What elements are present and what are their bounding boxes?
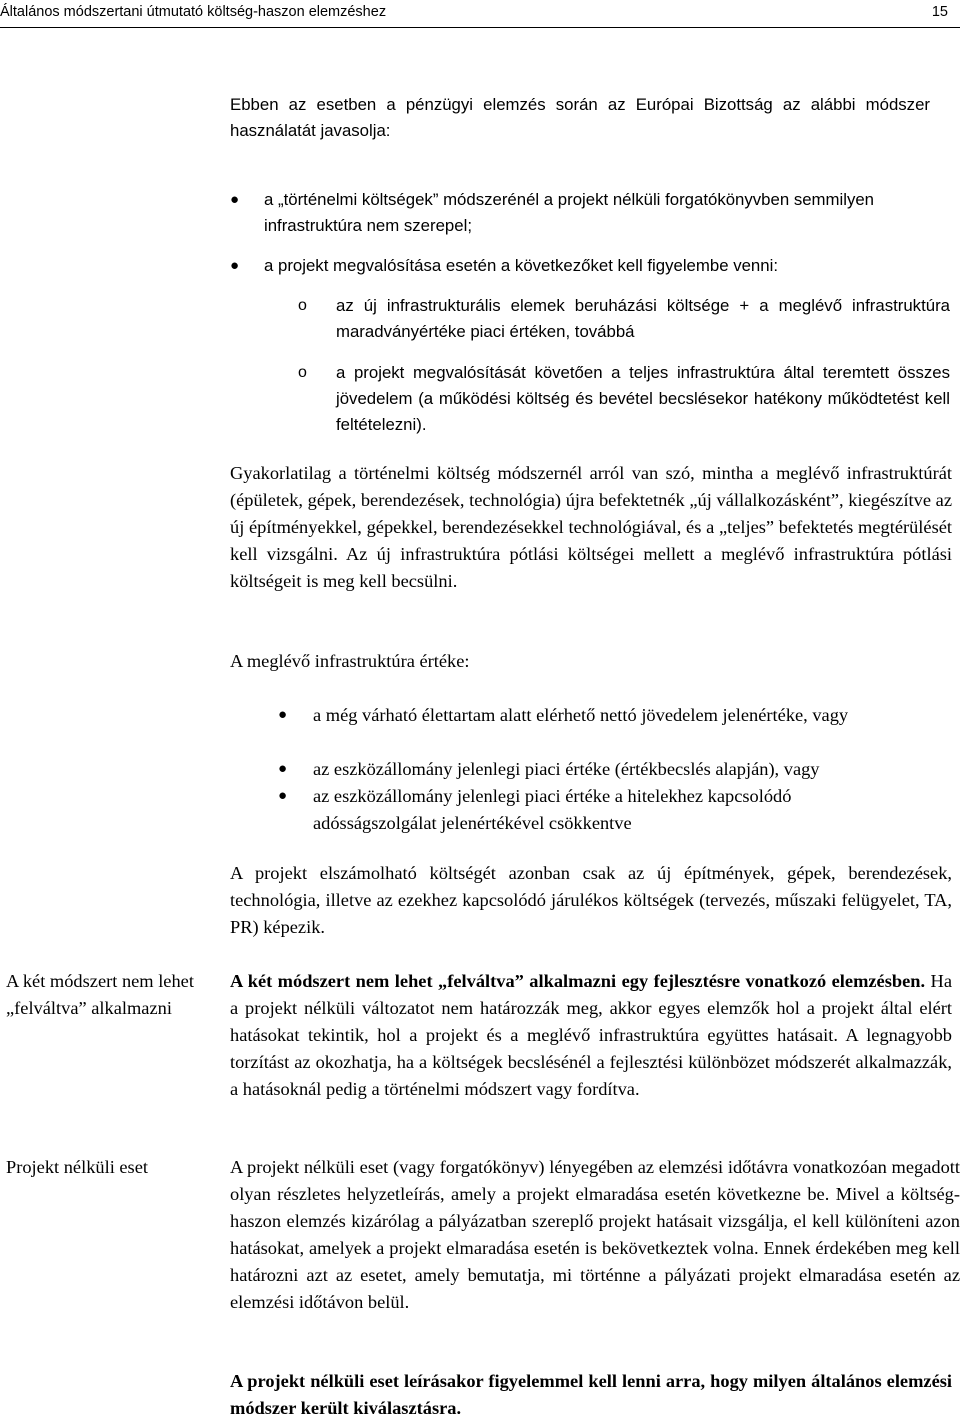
final-paragraph	[230, 1368, 952, 1422]
practice-paragraph: Gyakorlatilag a történelmi költség módszernél arról van szó, mintha a meglévő infrastruktúrát (épületek, gépek, berendezések, technológia) újra befektetnék „új vállalkozásként”, kiegészítve az új építményekkel, gépekkel, berendezésekkel technológiával, és a „teljes” befektetés megtérülését kell vizsgálni. Az új infrastruktúra pótlási költségei mellett a meglévő infrastruktúra pótlási költségeit is meg kell becsülni.	[230, 463, 952, 591]
header-title: Általános módszertani útmutató költség-haszon elemzéshez	[0, 4, 387, 20]
no-project-paragraph: A projekt nélküli eset (vagy forgatókönyv) lényegében az elemzési időtávra vonatkozóan megadott olyan részletes helyzetleírás, amely a projekt elmaradása esetén következne be. Mivel a költség-haszon elemzés kizárólag a pályázatban szereplő projekt hatásait vizsgálja, el kell különíteni azon hatásokat, amelyek a projekt elmaradása esetén is bekövetkeztek volna. Ennek érdekében meg kell határozni azt az esetet, amely bemutatja, mi történne a pályázati projekt elmaradása esetén az elemzési időtávon belül.	[230, 1157, 960, 1312]
final-bold-text: A projekt nélküli eset leírásakor figyelemmel kell lenni arra, hogy milyen általános elemzési módszer került kiválasztásra.	[230, 1371, 952, 1418]
list-item: a „történelmi költségek” módszerénél a projekt nélküli forgatókönyvben semmilyen infrastruktúra nem szerepel;	[264, 190, 875, 235]
methods-paragraph	[230, 968, 952, 1103]
methods-bold-text: A két módszert nem lehet „felváltva” alkalmazni egy fejlesztésre vonatkozó elemzésben.	[230, 971, 926, 991]
sidebar-note-methods: A két módszert nem lehet „felváltva” alkalmazni	[6, 971, 194, 1018]
list-item: az eszközállomány jelenlegi piaci értéke (értékbecslés alapján), vagy	[313, 759, 820, 779]
list-item: a még várható élettartam alatt elérhető nettó jövedelem jelenértéke, vagy	[313, 705, 849, 725]
list-item: az eszközállomány jelenlegi piaci értéke a hitelekhez kapcsolódó adósságszolgálat jelenértékével csökkentve	[313, 786, 792, 833]
list-item: a projekt megvalósítása esetén a következőket kell figyelembe venni:	[264, 256, 778, 275]
bullet-icon: ●	[230, 258, 240, 274]
eligible-cost-paragraph: A projekt elszámolható költségét azonban csak az új építmények, gépek, berendezések, technológia, illetve az ezekhez kapcsolódó járulékos költségek (tervezés, műszaki felügyelet, TA, PR) képezik.	[230, 863, 952, 937]
intro-paragraph: Ebben az esetben a pénzügyi elemzés során az Európai Bizottság az alábbi módszer használatát javasolja:	[230, 95, 930, 140]
list-item: az új infrastrukturális elemek beruházási költsége + a meglévő infrastruktúra maradványértéke piaci értéken, továbbá	[336, 296, 950, 341]
circle-bullet-icon: o	[298, 297, 307, 314]
bullet-icon: ●	[278, 707, 288, 723]
page-header	[0, 0, 960, 28]
methods-text: Ha a projekt nélküli változatot nem határozzák meg, akkor egyes elemzők hol a projekt által elért hatásokat tekintik, hol a projekt és a meglévő infrastruktúra együttes hatásait. A legnagyobb torzítást az okozhatja, ha a költségek becslésénél a fejlesztési különbözet módszerét alkalmazzák, a hatásoknál pedig a történelmi módszert vagy fordítva.	[230, 971, 953, 1099]
circle-bullet-icon: o	[298, 364, 307, 381]
bullet-icon: ●	[278, 788, 288, 804]
list-item: a projekt megvalósítását követően a teljes infrastruktúra által teremtett összes jövedelem (a működési költség és bevétel becslésekor hatékony működtetést kell feltételezni).	[336, 363, 950, 434]
sidebar-note-no-project: Projekt nélküli eset	[6, 1157, 148, 1177]
value-heading: A meglévő infrastruktúra értéke:	[230, 651, 470, 671]
bullet-icon: ●	[230, 192, 240, 208]
page-number: 15	[931, 4, 948, 20]
bullet-icon: ●	[278, 761, 288, 777]
